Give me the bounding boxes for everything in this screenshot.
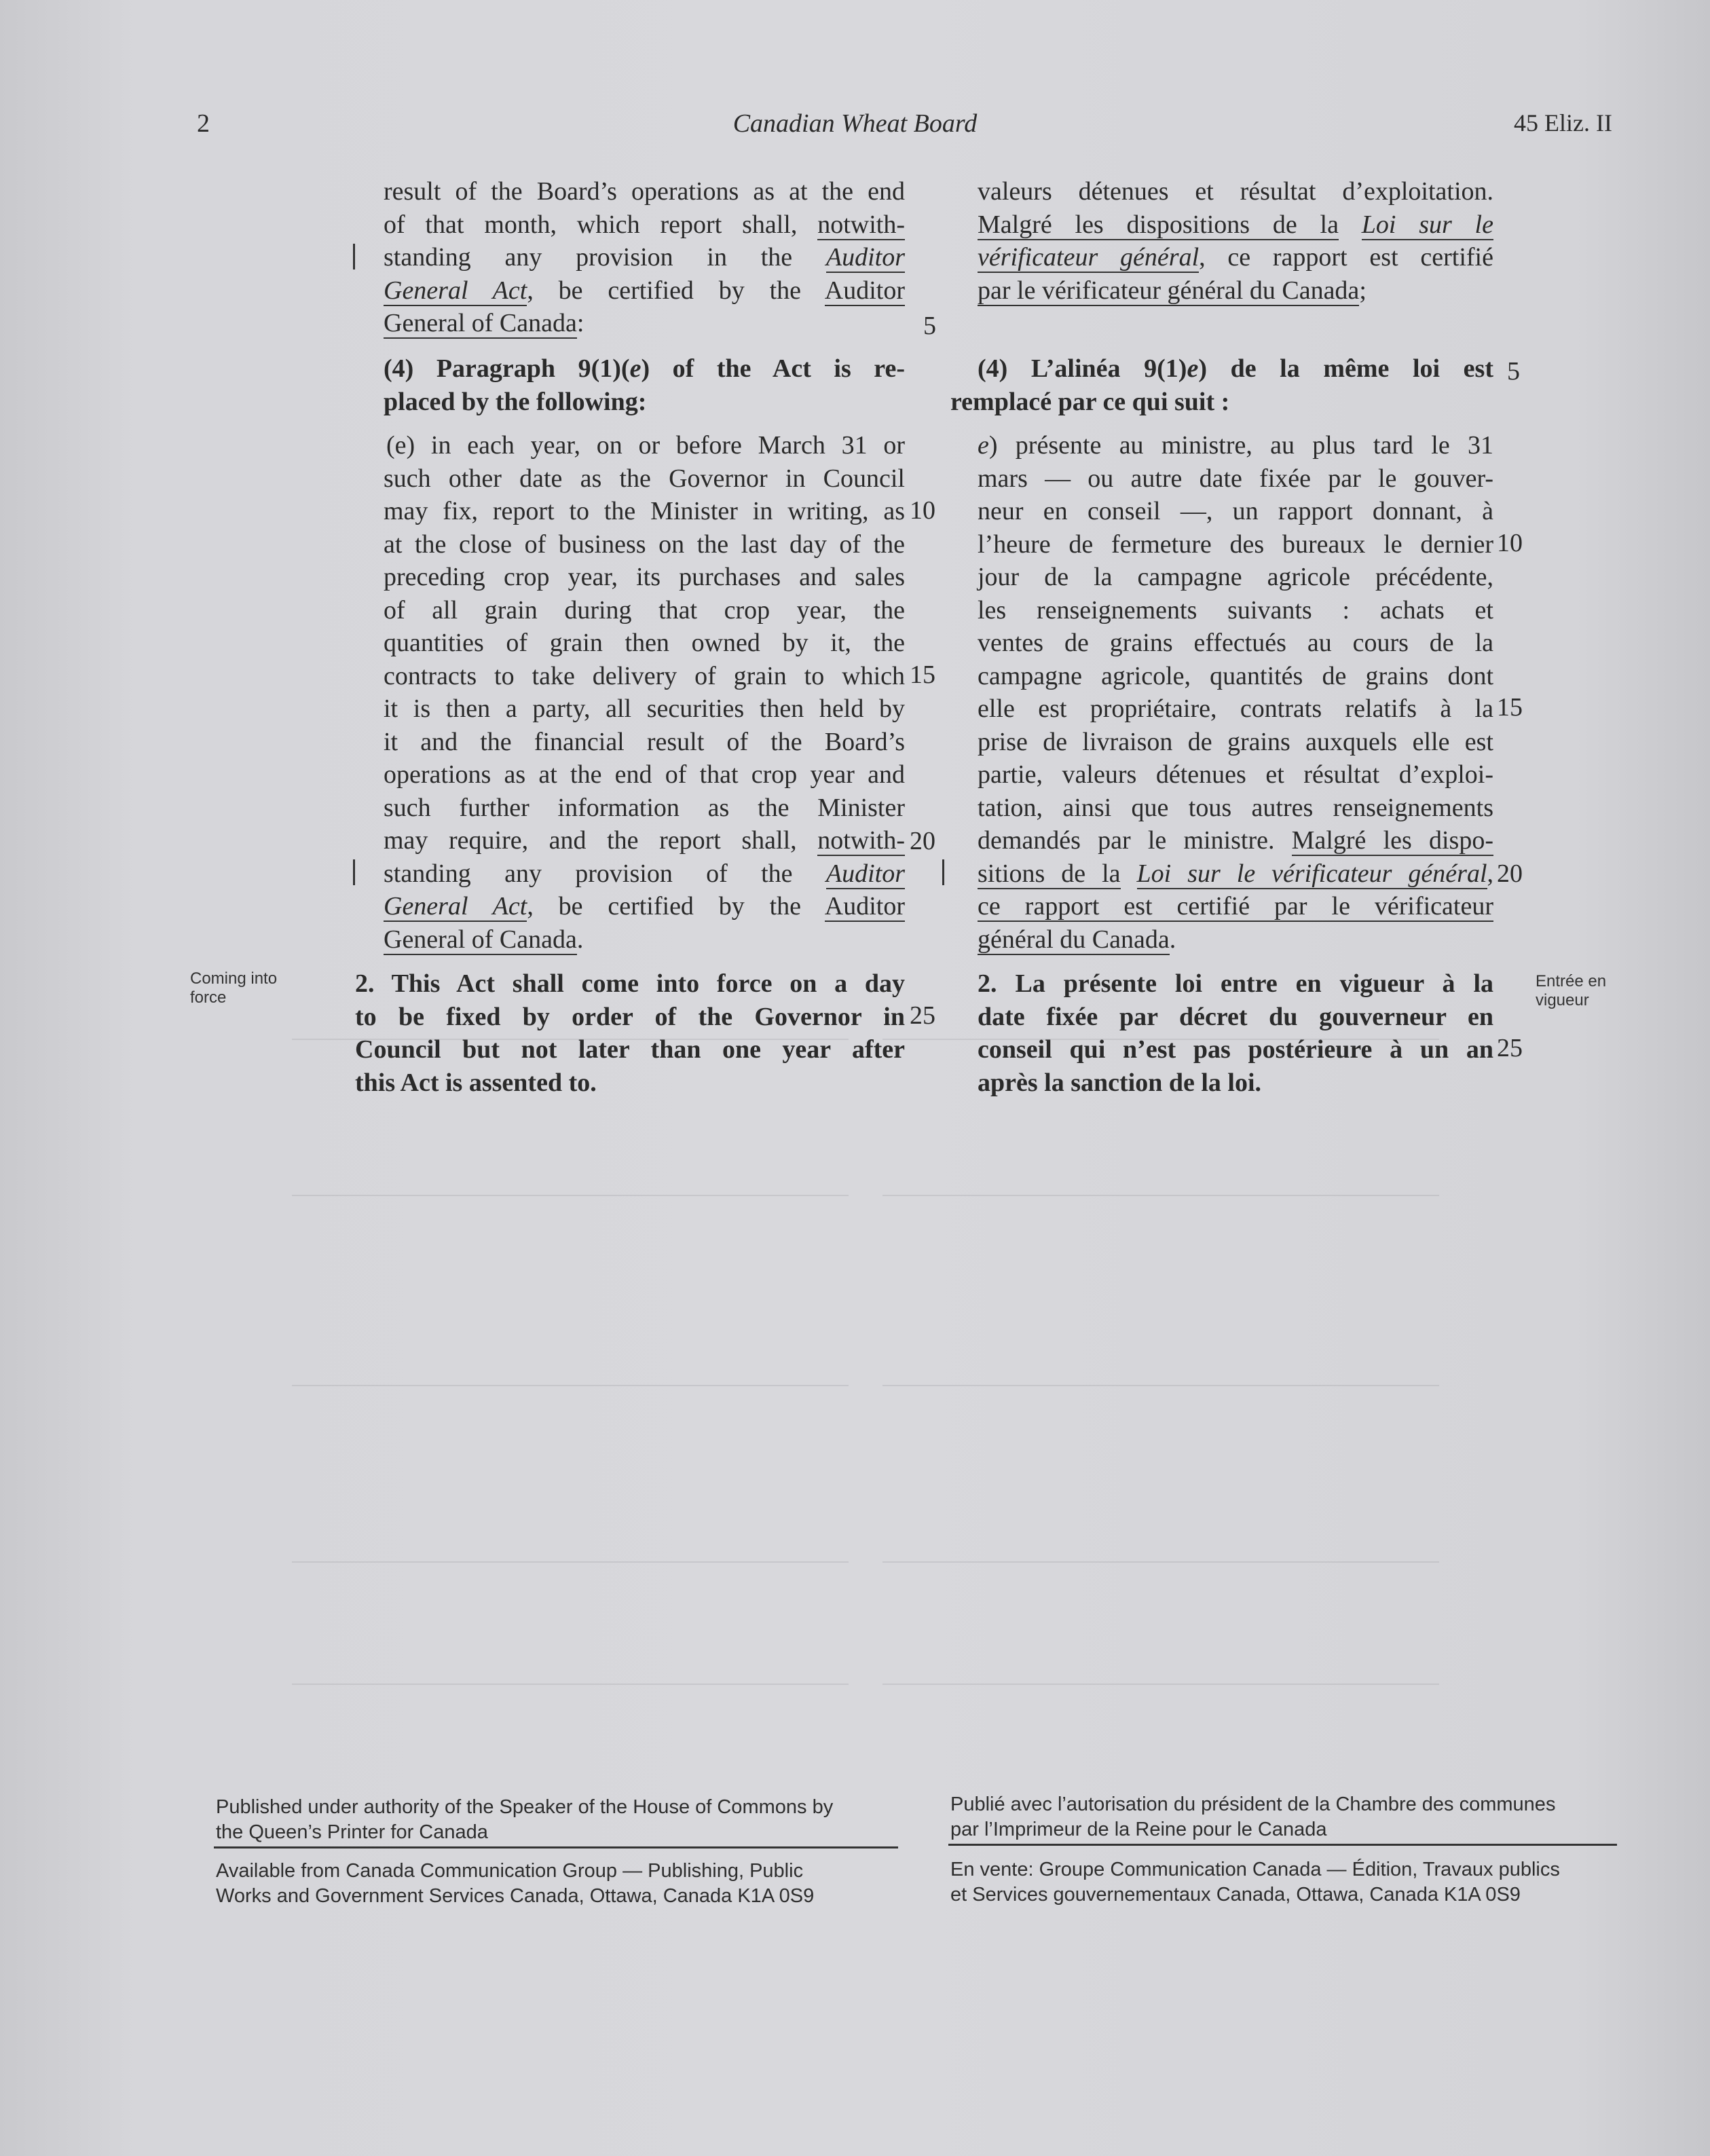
- show-through-line: [882, 1561, 1439, 1563]
- regnal-year: 45 Eliz. II: [1514, 109, 1612, 136]
- page-number: 2: [197, 109, 210, 138]
- show-through-line: [882, 1195, 1439, 1196]
- line-number: 25: [910, 1001, 935, 1030]
- footer-divider: [948, 1844, 1617, 1846]
- change-bar: [942, 859, 944, 885]
- change-bar: [353, 244, 355, 270]
- running-title: Canadian Wheat Board: [732, 109, 978, 138]
- french-section-2: 2. La présente loi entre en vigueur à la date fixée par décret du gouverneur en conseil qui n’est pas postérieure à un an après la sanction de la loi.: [978, 969, 1493, 1097]
- margin-note-coming-into-force: Coming into force: [190, 969, 278, 1007]
- show-through-line: [292, 1684, 849, 1685]
- margin-note-entree-en-vigueur: Entrée en vigueur: [1536, 972, 1607, 1009]
- line-number: 5: [923, 312, 936, 340]
- footer-divider: [214, 1846, 898, 1848]
- english-paragraph-continued: result of the Board’s operations as at the end of that month, which report shall, notwith- standing any provision in the Auditor General Act, be certified by the Auditor General of Canada:: [384, 177, 906, 337]
- french-subsection-4-heading: (4) L’alinéa 9(1)e) de la même loi est remplacé par ce qui suit :: [950, 354, 1493, 416]
- line-number: 20: [910, 827, 935, 855]
- show-through-line: [292, 1385, 849, 1386]
- line-number: 20: [1497, 859, 1523, 888]
- footer-available-en: Available from Canada Communication Group — Publishing, Public Works and Government Services Canada, Ottawa, Canada K1A 0S9: [216, 1860, 815, 1907]
- change-bar: [353, 859, 355, 885]
- french-paragraph-continued: valeurs détenues et résultat d’exploitation. Malgré les dispositions de la Loi sur le vérificateur général, ce rapport est certifié par le vérificateur général du Canada;: [978, 177, 1493, 305]
- line-number: 15: [1497, 693, 1523, 722]
- line-number: 10: [1497, 529, 1523, 557]
- footer-available-fr: En vente: Groupe Communication Canada — Édition, Travaux publics et Services gouvernementaux Canada, Ottawa, Canada K1A 0S9: [950, 1859, 1560, 1906]
- line-number: 5: [1507, 357, 1520, 386]
- french-paragraph-e: e) présente au ministre, au plus tard le 31 mars — ou autre date fixée par le gouver- neur en conseil —, un rapport donnant, à l’heure de fermeture des bureaux le dernier jour de la campagne agricole précédente, les renseignements suivants : achats et ventes de grains effectués au cours de la campagne agricole, quantités de grains dont elle est propriétaire, contrats relatifs à la prise de livraison de grains auxquels elle est partie, valeurs détenues et résultat d’exploi- tation, ainsi que tous autres renseignements demandés par le ministre. Malgré les dispo- sitions de la Loi sur le vérificateur général, ce rapport est certifié par le vérificateur général du Canada.: [978, 431, 1494, 954]
- english-section-2: 2. This Act shall come into force on a day to be fixed by order of the Governor in Council but not later than one year after this Act is assented to.: [355, 969, 905, 1097]
- line-number: 15: [910, 661, 935, 689]
- line-number: 10: [910, 496, 935, 525]
- footer-published-en: Published under authority of the Speaker of the House of Commons by the Queen’s Printer for Canada: [216, 1796, 834, 1843]
- line-number: 25: [1497, 1034, 1523, 1062]
- english-paragraph-e: (e) in each year, on or before March 31 or such other date as the Governor in Council may fix, report to the Minister in writing, as at the close of business on the last day of the preceding crop year, its purchases and sales of all grain during that crop year, the quantities of grain then owned by it, the contracts to take delivery of grain to which it is then a party, all securities then held by it and the financial result of the Board’s operations as at the end of that crop year and such further information as the Minister may require, and the report shall, notwith- standing any provision of the Auditor General Act, be certified by the Auditor General of Canada.: [384, 431, 905, 954]
- show-through-line: [882, 1385, 1439, 1386]
- show-through-line: [882, 1684, 1439, 1685]
- show-through-line: [292, 1561, 849, 1563]
- english-subsection-4-heading: (4) Paragraph 9(1)(e) of the Act is re- placed by the following:: [384, 354, 906, 416]
- footer-published-fr: Publié avec l’autorisation du président de la Chambre des communes par l’Imprimeur de la Reine pour le Canada: [950, 1793, 1556, 1840]
- show-through-line: [292, 1195, 849, 1196]
